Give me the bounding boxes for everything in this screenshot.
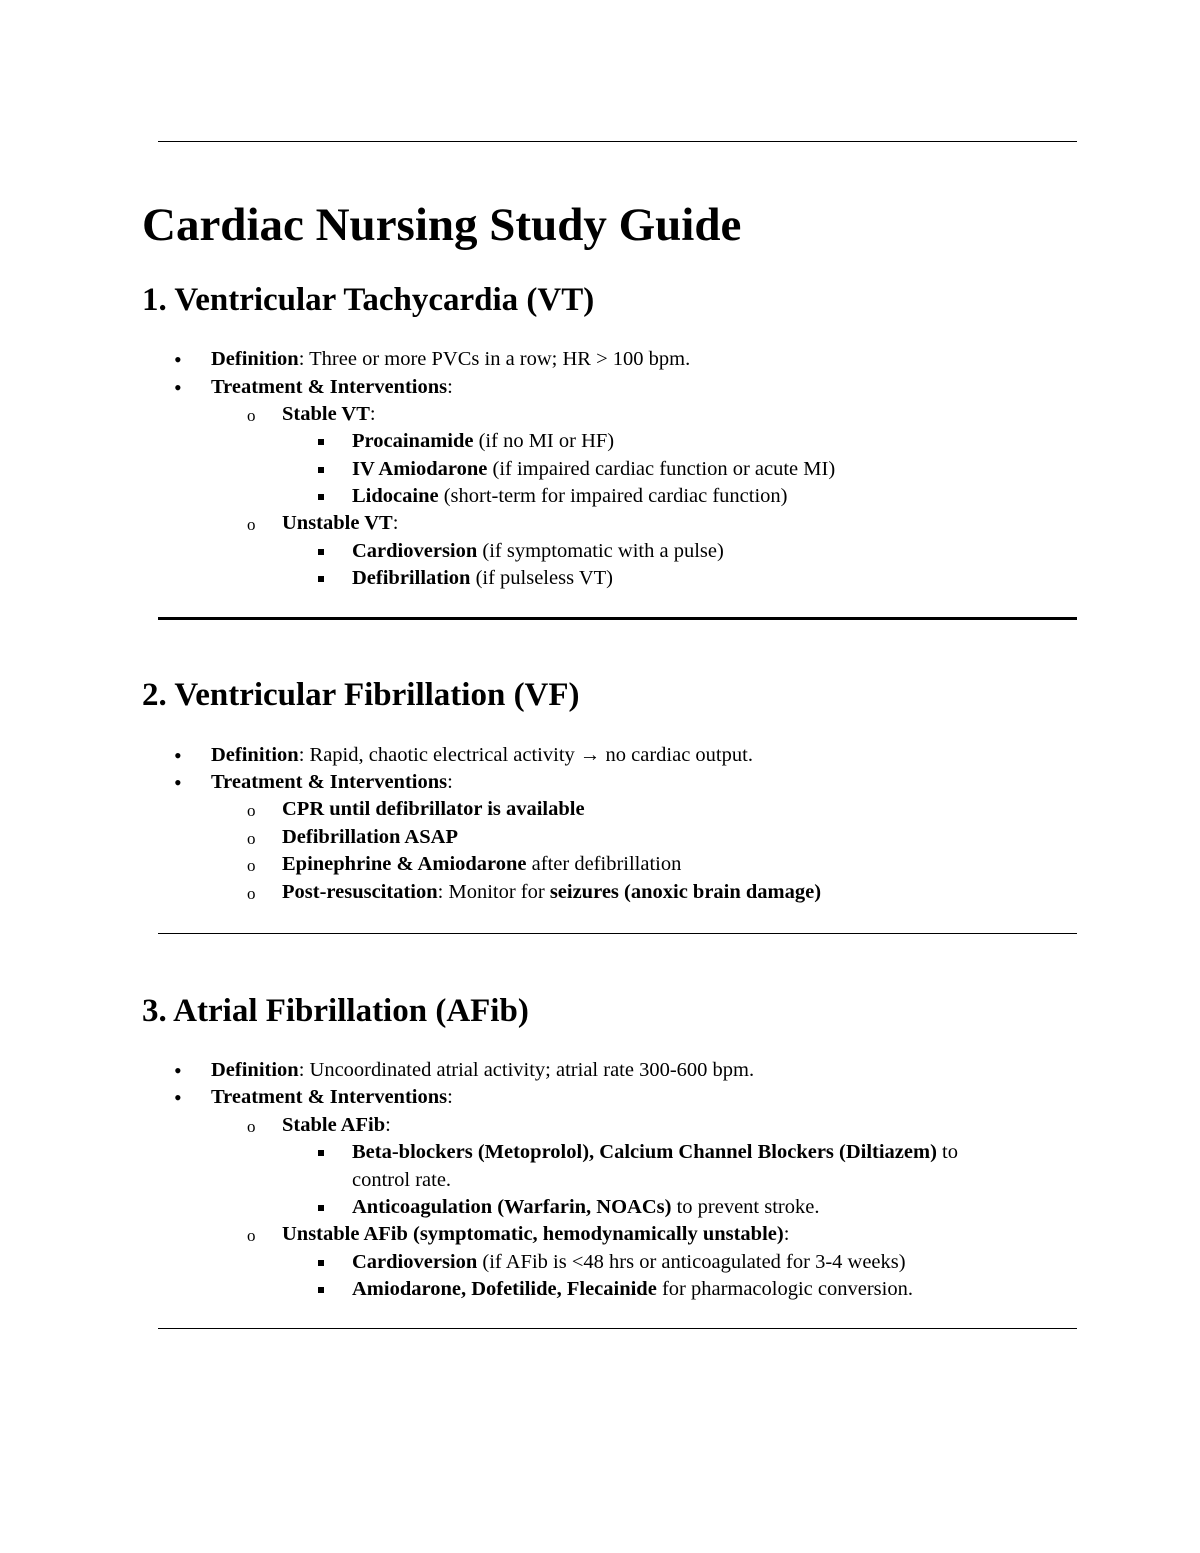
section-3-heading: 3. Atrial Fibrillation (AFib) xyxy=(142,993,529,1029)
item-bold: Post-resuscitation xyxy=(282,881,438,903)
square-bullet-icon xyxy=(318,1260,324,1266)
item-text: (if no MI or HF) xyxy=(473,430,615,452)
square-bullet-icon xyxy=(318,1287,324,1293)
bullet-icon: • xyxy=(174,1058,182,1083)
section-1-heading: 1. Ventricular Tachycardia (VT) xyxy=(142,282,595,318)
document-title: Cardiac Nursing Study Guide xyxy=(142,199,742,251)
bullet-icon: • xyxy=(174,770,182,795)
sub-label: Stable AFib xyxy=(282,1114,386,1136)
sub-label: Unstable AFib (symptomatic, hemodynamically unstable) xyxy=(282,1223,784,1245)
circle-bullet-icon: o xyxy=(247,884,256,903)
item-bold: CPR until defibrillator is available xyxy=(282,798,585,820)
item-text: (if pulseless VT) xyxy=(470,567,613,589)
bullet-icon: • xyxy=(174,743,182,768)
item-bold: Cardioversion xyxy=(352,540,478,562)
item-text: (if AFib is <48 hrs or anticoagulated for 3-4 weeks) xyxy=(477,1251,906,1273)
section-2-definition xyxy=(174,742,753,769)
sub-colon: : xyxy=(783,1223,790,1245)
list-item xyxy=(352,483,788,510)
bottom-divider xyxy=(158,1328,1077,1329)
definition-text: : Three or more PVCs in a row; HR > 100 bpm. xyxy=(298,348,691,370)
circle-bullet-icon: o xyxy=(247,406,256,425)
item-text: (if symptomatic with a pulse) xyxy=(477,540,724,562)
treatment-colon: : xyxy=(447,1086,453,1108)
square-bullet-icon xyxy=(318,439,324,445)
section-3-treatment xyxy=(174,1084,453,1111)
treatment-colon: : xyxy=(447,376,453,398)
list-item xyxy=(352,565,613,592)
square-bullet-icon xyxy=(318,467,324,473)
section-1-treatment xyxy=(174,374,453,401)
item-bold-emphasis: seizures (anoxic brain damage) xyxy=(549,881,822,903)
list-item-continuation xyxy=(352,1167,451,1194)
bullet-icon: • xyxy=(174,1085,182,1110)
unstable-vt-item xyxy=(247,510,399,537)
treatment-label: Treatment & Interventions xyxy=(211,376,448,398)
treatment-label: Treatment & Interventions xyxy=(211,771,448,793)
item-bold: Anticoagulation (Warfarin, NOACs) xyxy=(352,1196,672,1218)
section-2-heading: 2. Ventricular Fibrillation (VF) xyxy=(142,677,580,713)
item-bold: Epinephrine & Amiodarone xyxy=(282,853,527,875)
circle-bullet-icon: o xyxy=(247,856,256,875)
section-3-definition xyxy=(174,1057,755,1084)
item-text: control rate. xyxy=(352,1169,452,1191)
item-bold: IV Amiodarone xyxy=(352,458,488,480)
top-divider xyxy=(158,141,1077,142)
list-item xyxy=(247,879,822,906)
bullet-icon: • xyxy=(174,347,182,372)
item-bold: Lidocaine xyxy=(352,485,439,507)
square-bullet-icon xyxy=(318,1150,324,1156)
list-item xyxy=(247,851,682,878)
list-item xyxy=(352,1276,913,1303)
square-bullet-icon xyxy=(318,549,324,555)
list-item xyxy=(352,456,835,483)
item-bold: Defibrillation ASAP xyxy=(282,826,458,848)
item-text: : Monitor for xyxy=(437,881,550,903)
circle-bullet-icon: o xyxy=(247,829,256,848)
list-item xyxy=(352,1194,819,1221)
item-bold: Beta-blockers (Metoprolol), Calcium Channel Blockers (Diltiazem) xyxy=(352,1141,937,1163)
item-text: after defibrillation xyxy=(526,853,682,875)
list-item xyxy=(352,428,614,455)
unstable-afib-item xyxy=(247,1221,790,1248)
square-bullet-icon xyxy=(318,576,324,582)
square-bullet-icon xyxy=(318,1205,324,1211)
list-item xyxy=(247,796,585,823)
circle-bullet-icon: o xyxy=(247,1226,256,1245)
item-text: for pharmacologic conversion. xyxy=(656,1278,913,1300)
item-bold: Defibrillation xyxy=(352,567,471,589)
definition-text: : Rapid, chaotic electrical activity → no cardiac output. xyxy=(298,744,753,766)
definition-label: Definition xyxy=(211,744,299,766)
item-bold: Amiodarone, Dofetilide, Flecainide xyxy=(352,1278,657,1300)
sub-label: Unstable VT xyxy=(282,512,393,534)
circle-bullet-icon: o xyxy=(247,515,256,534)
item-bold: Procainamide xyxy=(352,430,474,452)
stable-afib-item xyxy=(247,1112,391,1139)
section-divider xyxy=(158,617,1077,620)
section-divider xyxy=(158,933,1077,934)
bullet-icon: • xyxy=(174,375,182,400)
square-bullet-icon xyxy=(318,494,324,500)
treatment-colon: : xyxy=(447,771,453,793)
section-2-treatment xyxy=(174,769,453,796)
sub-label: Stable VT xyxy=(282,403,370,425)
item-bold: Cardioversion xyxy=(352,1251,478,1273)
section-1-definition xyxy=(174,346,691,373)
definition-text: : Uncoordinated atrial activity; atrial rate 300-600 bpm. xyxy=(298,1059,755,1081)
definition-label: Definition xyxy=(211,348,299,370)
sub-colon: : xyxy=(369,403,376,425)
circle-bullet-icon: o xyxy=(247,801,256,820)
definition-label: Definition xyxy=(211,1059,299,1081)
stable-vt-item xyxy=(247,401,376,428)
list-item xyxy=(352,1249,906,1276)
item-text: (if impaired cardiac function or acute MI) xyxy=(487,458,836,480)
sub-colon: : xyxy=(392,512,399,534)
circle-bullet-icon: o xyxy=(247,1117,256,1136)
item-text: (short-term for impaired cardiac function) xyxy=(438,485,788,507)
treatment-label: Treatment & Interventions xyxy=(211,1086,448,1108)
list-item xyxy=(352,1139,958,1166)
list-item xyxy=(352,538,724,565)
item-text: to xyxy=(936,1141,958,1163)
sub-colon: : xyxy=(385,1114,391,1136)
item-text: to prevent stroke. xyxy=(671,1196,820,1218)
list-item xyxy=(247,824,458,851)
